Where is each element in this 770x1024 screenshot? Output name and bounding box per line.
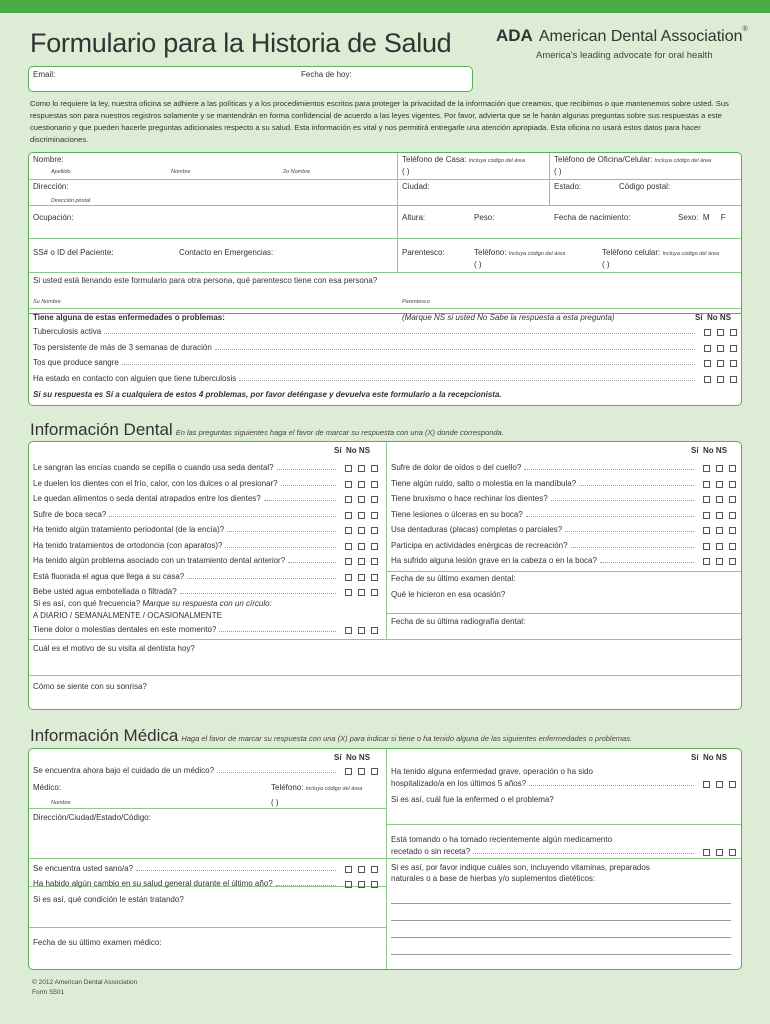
dental-left-ns-checkbox[interactable] xyxy=(371,465,378,472)
smile-feeling-field[interactable]: Cómo se siente con su sonrisa? xyxy=(33,682,147,691)
dental-right-si-checkbox[interactable] xyxy=(703,465,710,472)
dental-left-no-checkbox[interactable] xyxy=(358,589,365,596)
dental-left-no-checkbox[interactable] xyxy=(358,496,365,503)
dental-left-row xyxy=(33,556,378,565)
tb-ns-checkbox[interactable] xyxy=(730,360,737,367)
dental-left-ns-checkbox[interactable] xyxy=(371,527,378,534)
patient-info-box: Nombre: Apellido Nombre 2o Nombre Teléfono de Casa: Incluya código del área ( ) Teléfono de Oficina/Celular: Incluya código del área ( ) Dirección: Dirección postal Ciudad: Estado: Código postal: Ocupación: Altura: Peso: Fecha de nacimiento: Sexo: M F SS# o ID del Paciente: Contacto en Emergencias: Parentesco: Teléfono: Incluya código del área ( ) Teléfono celular: Incluya código del área ( ) Si usted está llenando este formulario para otra persona, qué parentesco tiene con esa persona? Su Nombre Parentesco Tiene alguna de estas enfermedades o problemas: (Marque NS si usted No Sabe la respuesta a esta pregunta) Sí No NS Tuberculosis activa Tos persistente de más de 3 semanas de duración Tos que produce sangre Ha estado en contacto con alguien que tiene tuberculosis Si su respuesta es Sí a cualquiera de estos 4 problemas, por favor deténgase y devuelva este formulario a la recepcionista. xyxy=(28,152,742,406)
healthy-row: Se encuentra usted sano/a? xyxy=(33,864,378,873)
dental-right-si-checkbox[interactable] xyxy=(703,558,710,565)
tb-question: Tuberculosis activa xyxy=(33,327,102,336)
home-phone-field[interactable]: Teléfono de Casa: Incluya código del área xyxy=(402,155,526,164)
medical-section-title: Información Médica Haga el favor de marcar su respuesta con una (X) para indicar si tiene o ha tenido alguna de las siguientes enfermedades o problemas. xyxy=(30,726,633,745)
name-field[interactable]: Nombre: xyxy=(33,155,64,164)
dental-right-question: Participa en actividades enérgicas de recreación? xyxy=(391,540,568,550)
dental-left-no-checkbox[interactable] xyxy=(358,527,365,534)
today-date-field[interactable]: Fecha de hoy: xyxy=(301,70,352,79)
email-date-box xyxy=(28,66,473,92)
last-dental-exam-field[interactable]: Fecha de su último examen dental: xyxy=(391,574,516,583)
dental-right-question: Sufre de dolor de oídos o del cuello? xyxy=(391,463,522,472)
medication-ns-checkbox[interactable] xyxy=(729,849,736,856)
tb-row xyxy=(33,358,737,367)
dental-right-ns-checkbox[interactable] xyxy=(729,512,736,519)
dental-left-si-checkbox[interactable] xyxy=(345,574,352,581)
medication-no-checkbox[interactable] xyxy=(716,849,723,856)
dental-left-si-checkbox[interactable] xyxy=(345,512,352,519)
dental-left-question: Ha tenido algún tratamiento periodontal (de la encía)? xyxy=(33,525,225,534)
dental-right-no-checkbox[interactable] xyxy=(716,558,723,565)
dental-left-si-checkbox[interactable] xyxy=(345,465,352,472)
emergency-phone-field[interactable]: Teléfono: Incluya código del área xyxy=(474,248,566,257)
dental-right-row xyxy=(391,510,736,519)
dental-right-ns-checkbox[interactable] xyxy=(729,558,736,565)
change-si-checkbox[interactable] xyxy=(345,881,352,888)
dental-right-row xyxy=(391,556,736,565)
other-person-question: Si usted está llenando este formulario para otra persona, qué parentesco tiene con esa persona? xyxy=(33,276,378,285)
emergency-contact-field[interactable]: Contacto en Emergencias: xyxy=(179,248,274,257)
dental-right-no-checkbox[interactable] xyxy=(716,481,723,488)
medical-left-col-headers: Sí No NS xyxy=(334,753,371,762)
dental-right-col-headers: Sí No NS xyxy=(691,446,728,455)
tb-si-checkbox[interactable] xyxy=(704,360,711,367)
dental-right-row xyxy=(391,463,736,472)
office-phone-field[interactable]: Teléfono de Oficina/Celular: Incluya código del área xyxy=(554,155,712,164)
dental-left-row xyxy=(33,541,378,550)
dental-right-row xyxy=(391,525,736,534)
dental-right-row xyxy=(391,541,736,550)
dental-right-si-checkbox[interactable] xyxy=(703,481,710,488)
state-field[interactable]: Estado: xyxy=(554,182,582,191)
dental-left-question: Bebe usted agua embotellada o filtrada? xyxy=(33,587,177,596)
last-xray-field[interactable]: Fecha de su última radiografía dental: xyxy=(391,617,526,626)
care-si-checkbox[interactable] xyxy=(345,768,352,775)
dental-right-si-checkbox[interactable] xyxy=(703,496,710,503)
dental-left-ns-checkbox[interactable] xyxy=(371,481,378,488)
healthy-ns-checkbox[interactable] xyxy=(371,866,378,873)
healthy-no-checkbox[interactable] xyxy=(358,866,365,873)
dental-right-question: Tiene lesiones o úlceras en su boca? xyxy=(391,509,523,519)
medical-right-col-headers: Sí No NS xyxy=(691,753,728,762)
dental-left-no-checkbox[interactable] xyxy=(358,465,365,472)
medication-line[interactable] xyxy=(391,920,731,921)
dental-left-question: Ha tenido algún problema asociado con un tratamiento dental anterior? xyxy=(33,556,286,565)
dental-pain-ns-checkbox[interactable] xyxy=(371,627,378,634)
care-no-checkbox[interactable] xyxy=(358,768,365,775)
tb-ns-checkbox[interactable] xyxy=(730,329,737,336)
dental-section-title: Información Dental En las preguntas siguientes haga el favor de marcar su respuesta con una (X) donde corresponda. xyxy=(30,420,504,439)
dental-left-no-checkbox[interactable] xyxy=(358,543,365,550)
dental-left-si-checkbox[interactable] xyxy=(345,543,352,550)
frequency-question: Si es así, con qué frecuencia? Marque su respuesta con un círculo: xyxy=(33,599,272,608)
dental-left-question: Le quedan alimentos o seda dental atrapados entre los dientes? xyxy=(33,494,261,503)
dental-left-row xyxy=(33,587,378,596)
tb-no-checkbox[interactable] xyxy=(717,376,724,383)
tb-warning: Si su respuesta es Sí a cualquiera de estos 4 problemas, por favor deténgase y devuelva este formulario a la recepcionista. xyxy=(33,390,502,399)
illness-ns-checkbox[interactable] xyxy=(729,781,736,788)
tb-si-checkbox[interactable] xyxy=(704,329,711,336)
patient-id-field[interactable]: SS# o ID del Paciente: xyxy=(33,248,114,257)
address-field[interactable]: Dirección: xyxy=(33,182,69,191)
change-no-checkbox[interactable] xyxy=(358,881,365,888)
dental-left-no-checkbox[interactable] xyxy=(358,574,365,581)
emergency-cell-field[interactable]: Teléfono celular: Incluya código del área xyxy=(602,248,720,257)
dental-left-no-checkbox[interactable] xyxy=(358,481,365,488)
dental-left-question: Sufre de boca seca? xyxy=(33,509,107,519)
dental-pain-si-checkbox[interactable] xyxy=(345,627,352,634)
dental-right-question: Ha sufrido alguna lesión grave en la cabeza o en la boca? xyxy=(391,556,597,565)
tb-row xyxy=(33,374,737,383)
what-was-done-field[interactable]: Qué le hicieron en esa ocasión? xyxy=(391,590,506,599)
dental-right-ns-checkbox[interactable] xyxy=(729,465,736,472)
dental-right-ns-checkbox[interactable] xyxy=(729,527,736,534)
dental-left-row xyxy=(33,525,378,534)
dental-right-question: Usa dentaduras (placas) completas o parciales? xyxy=(391,525,563,534)
dental-left-row xyxy=(33,494,378,503)
page-title: Formulario para la Historia de Salud xyxy=(30,28,452,58)
dental-left-row xyxy=(33,510,378,519)
tb-ns-checkbox[interactable] xyxy=(730,345,737,352)
medication-line[interactable] xyxy=(391,954,731,955)
dental-right-question: Tiene bruxismo o hace rechinar los dientes? xyxy=(391,494,548,503)
care-ns-checkbox[interactable] xyxy=(371,768,378,775)
dental-right-si-checkbox[interactable] xyxy=(703,527,710,534)
dental-right-ns-checkbox[interactable] xyxy=(729,496,736,503)
dental-info-box xyxy=(28,441,742,710)
dental-pain-no-checkbox[interactable] xyxy=(358,627,365,634)
dental-left-si-checkbox[interactable] xyxy=(345,496,352,503)
dental-left-ns-checkbox[interactable] xyxy=(371,496,378,503)
tb-question: Tos que produce sangre xyxy=(33,358,119,367)
dental-left-question: Está fluorada el agua que llega a su casa? xyxy=(33,571,185,581)
dental-left-ns-checkbox[interactable] xyxy=(371,558,378,565)
tb-row xyxy=(33,343,737,352)
dental-left-row xyxy=(33,463,378,472)
tb-instructions: (Marque NS si usted No Sabe la respuesta a esta pregunta) xyxy=(402,313,615,322)
dental-left-question: Le sangran las encías cuando se cepilla o cuando usa seda dental? xyxy=(33,463,274,472)
relationship-field[interactable]: Parentesco: xyxy=(402,248,445,257)
tb-si-checkbox[interactable] xyxy=(704,376,711,383)
birthdate-field[interactable]: Fecha de nacimiento: xyxy=(554,213,631,222)
tb-ns-checkbox[interactable] xyxy=(730,376,737,383)
dental-left-row xyxy=(33,479,378,488)
last-medical-exam-field[interactable]: Fecha de su último examen médico: xyxy=(33,938,162,947)
dental-left-ns-checkbox[interactable] xyxy=(371,574,378,581)
medication-line[interactable] xyxy=(391,903,731,904)
dental-right-ns-checkbox[interactable] xyxy=(729,481,736,488)
tb-question: Tos persistente de más de 3 semanas de duración xyxy=(33,342,212,352)
dental-right-si-checkbox[interactable] xyxy=(703,543,710,550)
weight-field[interactable]: Peso: xyxy=(474,213,495,222)
dental-left-si-checkbox[interactable] xyxy=(345,527,352,534)
dental-right-ns-checkbox[interactable] xyxy=(729,543,736,550)
top-accent-bar xyxy=(0,0,770,13)
tb-no-checkbox[interactable] xyxy=(717,360,724,367)
dental-left-question: Ha tenido tratamientos de ortodoncia (con aparatos)? xyxy=(33,540,223,550)
tb-header: Tiene alguna de estas enfermedades o problemas: xyxy=(33,313,225,322)
dental-left-si-checkbox[interactable] xyxy=(345,589,352,596)
which-illness-field[interactable]: Si es así, cuál fue la enfermed o el problema? xyxy=(391,795,554,804)
medication-si-checkbox[interactable] xyxy=(703,849,710,856)
physician-care-row: Se encuentra ahora bajo el cuidado de un médico? xyxy=(33,766,378,775)
ada-tagline: America's leading advocate for oral health xyxy=(536,50,713,61)
dental-right-no-checkbox[interactable] xyxy=(716,543,723,550)
email-field[interactable]: Email: xyxy=(33,70,56,79)
tb-col-headers: Sí No NS xyxy=(695,313,732,322)
change-ns-checkbox[interactable] xyxy=(371,881,378,888)
footer: © 2012 American Dental Association Form S501 xyxy=(32,979,138,996)
dental-right-row xyxy=(391,479,736,488)
privacy-notice: Como lo requiere la ley, nuestra oficina se adhiere a las políticas y a los procedimientos escritos para proteger la privacidad de la información que creamos, que recibimos o que mantenemos sobre usted. Sus respuestas son para nuestros registros solamente y se mantendrán en forma confidencial de acuerdo a las leyes vigentes. Por favor, advierta que se le harán algunas preguntas sobre sus respuestas a este cuestionario y que pueden hacerle preguntas adicionales respecto a su salud. Esta información es vital y nos permitirá entregarle una atención apropiada. Esta oficina no usará estos datos para hacer discriminaciones. xyxy=(30,99,729,144)
occupation-field[interactable]: Ocupación: xyxy=(33,213,74,222)
tb-no-checkbox[interactable] xyxy=(717,345,724,352)
height-field[interactable]: Altura: xyxy=(402,213,426,222)
dental-left-row xyxy=(33,572,378,581)
physician-field[interactable]: Médico: xyxy=(33,783,62,792)
dental-left-col-headers: Sí No NS xyxy=(334,446,371,455)
medical-info-box: Sí No NS Sí No NS Se encuentra ahora bajo el cuidado de un médico? Médico: Teléfono: Incluya código del área Nombre ( ) Dirección/Ciudad/Estado/Código: Se encuentra usted sano/a? Ha habido algún cambio en su salud general durante el último año? Si es así, qué condición le están tratando? Fecha de su último examen médico: Ha tenido alguna enfermedad grave, operación o ha sido hospitalizado/a en los últimos 5 años? Si es así, cuál fue la enfermed o el problema? Está tomando o ha tomado recientemente algún medicamento recetado o sin receta? Si es así, por favor indique cuáles son, incluyendo vitaminas, preparados naturales o a base de hierbas y/o suplementos dietéticos: xyxy=(28,748,742,970)
dental-left-ns-checkbox[interactable] xyxy=(371,512,378,519)
physician-phone-field[interactable]: Teléfono: Incluya código del área xyxy=(271,783,363,792)
dental-left-no-checkbox[interactable] xyxy=(358,558,365,565)
dental-left-no-checkbox[interactable] xyxy=(358,512,365,519)
healthy-si-checkbox[interactable] xyxy=(345,866,352,873)
dental-right-si-checkbox[interactable] xyxy=(703,512,710,519)
medication-line[interactable] xyxy=(391,937,731,938)
dental-left-question: Le duelen los dientes con el frío, calor, con los dulces o al presionar? xyxy=(33,478,278,488)
dental-right-question: Tiene algún ruido, salto o molestia en la mandíbula? xyxy=(391,478,577,488)
dental-pain-row: Tiene dolor o molestias dentales en este momento? xyxy=(33,625,378,634)
dental-left-si-checkbox[interactable] xyxy=(345,481,352,488)
dental-right-no-checkbox[interactable] xyxy=(716,496,723,503)
tb-question: Ha estado en contacto con alguien que tiene tuberculosis xyxy=(33,373,237,383)
condition-field[interactable]: Si es así, qué condición le están tratando? xyxy=(33,895,184,904)
dental-right-no-checkbox[interactable] xyxy=(716,465,723,472)
physician-address-field[interactable]: Dirección/Ciudad/Estado/Código: xyxy=(33,813,151,822)
dental-left-si-checkbox[interactable] xyxy=(345,558,352,565)
frequency-options[interactable]: A DIARIO / SEMANALMENTE / OCASIONALMENTE xyxy=(33,611,222,620)
dental-right-row xyxy=(391,494,736,503)
tb-no-checkbox[interactable] xyxy=(717,329,724,336)
dental-right-no-checkbox[interactable] xyxy=(716,512,723,519)
tb-si-checkbox[interactable] xyxy=(704,345,711,352)
visit-reason-field[interactable]: Cuál es el motivo de su visita al dentista hoy? xyxy=(33,644,195,653)
illness-no-checkbox[interactable] xyxy=(716,781,723,788)
city-field[interactable]: Ciudad: xyxy=(402,182,430,191)
dental-left-ns-checkbox[interactable] xyxy=(371,543,378,550)
sex-field[interactable]: Sexo: M F xyxy=(678,213,726,222)
illness-si-checkbox[interactable] xyxy=(703,781,710,788)
dental-right-no-checkbox[interactable] xyxy=(716,527,723,534)
zip-field[interactable]: Código postal: xyxy=(619,182,671,191)
tb-row xyxy=(33,327,737,336)
dental-left-ns-checkbox[interactable] xyxy=(371,589,378,596)
ada-logo: ADA American Dental Association® xyxy=(496,26,748,45)
serious-illness-row: hospitalizado/a en los últimos 5 años? xyxy=(391,779,736,788)
health-change-row: Ha habido algún cambio en su salud general durante el último año? xyxy=(33,879,378,888)
medication-row: recetado o sin receta? xyxy=(391,847,736,856)
